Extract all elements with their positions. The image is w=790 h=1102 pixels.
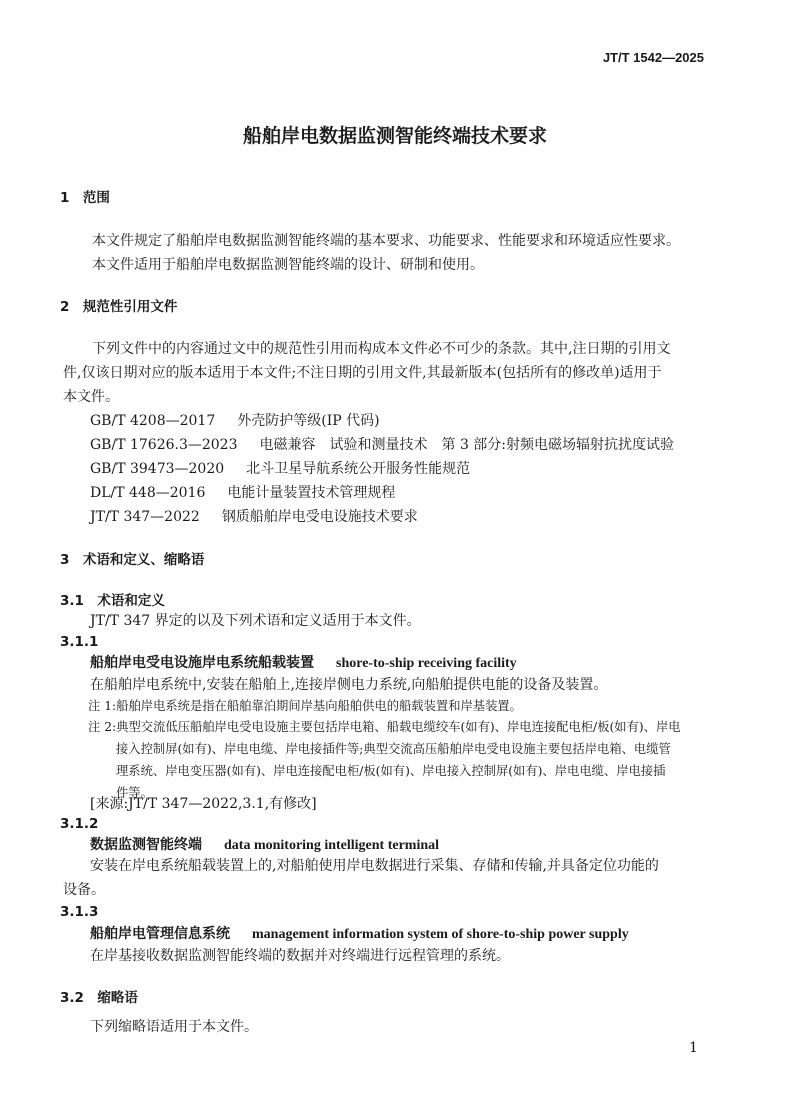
reference-item (90, 484, 395, 502)
reference-item (90, 460, 470, 478)
subsection-heading: 3.1 术语和定义 (60, 593, 165, 609)
paragraph-line: 本文件适用于船舶岸电数据监测智能终端的设计、研制和使用。 (92, 257, 484, 273)
subsection-heading: 3.2 缩略语 (60, 990, 138, 1006)
term-heading (90, 925, 629, 944)
reference-code: DL/T 448—2016 (90, 485, 206, 501)
reference-code: JT/T 347—2022 (90, 509, 200, 525)
reference-item (90, 436, 674, 454)
reference-code: GB/T 4208—2017 (90, 413, 216, 429)
term-english: data monitoring intelligent terminal (224, 838, 440, 853)
reference-code: GB/T 17626.3—2023 (90, 437, 238, 453)
paragraph-line: 本文件。 (63, 389, 119, 405)
term-number: 3.1.2 (60, 816, 99, 832)
paragraph-line: 本文件规定了船舶岸电数据监测智能终端的基本要求、功能要求、性能要求和环境适应性要求。 (92, 233, 680, 249)
note: 件等。 (116, 786, 153, 800)
reference-title: 电能计量装置技术管理规程 (227, 485, 396, 501)
term-number: 3.1.1 (60, 634, 99, 650)
term-english: shore-to-ship receiving facility (336, 656, 517, 671)
note: 理系统、岸电变压器(如有)、岸电连接配电柜/板(如有)、岸电接入控制屏(如有)、岸电电缆、岸电接插 (116, 764, 666, 778)
paragraph-line: 件,仅该日期对应的版本适用于本文件;不注日期的引用文件,其最新版本(包括所有的修改单)适用于 (63, 365, 662, 381)
term-chinese: 船舶岸电管理信息系统 (90, 926, 230, 942)
reference-item (90, 508, 418, 526)
term-heading (90, 654, 517, 673)
term-english: management information system of shore-to-ship power supply (252, 927, 629, 942)
paragraph-line: 下列文件中的内容通过文中的规范性引用而构成本文件必不可少的条款。其中,注日期的引用文 (92, 341, 671, 357)
reference-title: 电磁兼容 试验和测量技术 第 3 部分:射频电磁场辐射抗扰度试验 (259, 437, 675, 453)
reference-title: 钢质船舶岸电受电设施技术要求 (221, 509, 418, 525)
note: 注 2:典型交流低压船舶岸电受电设施主要包括岸电箱、船载电缆绞车(如有)、岸电连接配电柜/板(如有)、岸电 (88, 720, 681, 734)
term-definition: 设备。 (63, 882, 105, 898)
term-heading (90, 836, 439, 855)
term-definition: 在船舶岸电系统中,安装在船舶上,连接岸侧电力系统,向船舶提供电能的设备及装置。 (90, 677, 608, 693)
term-number: 3.1.3 (60, 904, 99, 920)
reference-title: 外壳防护等级(IP 代码) (237, 413, 380, 429)
reference-code: GB/T 39473—2020 (90, 461, 225, 477)
paragraph-line: JT/T 347 界定的以及下列术语和定义适用于本文件。 (90, 613, 421, 629)
section-heading: 3 术语和定义、缩略语 (60, 552, 205, 568)
term-chinese: 数据监测智能终端 (90, 837, 202, 853)
page-number: 1 (689, 1040, 698, 1056)
document-title: 船舶岸电数据监测智能终端技术要求 (242, 125, 547, 147)
reference-item (90, 412, 380, 430)
document-number: JT/T 1542—2025 (602, 50, 704, 65)
note: 注 1:船舶岸电系统是指在船舶靠泊期间岸基向船舶供电的船载装置和岸基装置。 (88, 699, 522, 713)
term-definition: 在岸基接收数据监测智能终端的数据并对终端进行远程管理的系统。 (90, 948, 510, 964)
term-chinese: 船舶岸电受电设施岸电系统船载装置 (90, 655, 314, 671)
section-heading: 2 规范性引用文件 (60, 299, 178, 315)
term-definition: 安装在岸电系统船载装置上的,对船舶使用岸电数据进行采集、存储和传输,并具备定位功能的 (90, 858, 659, 874)
section-heading: 1 范围 (60, 190, 110, 206)
reference-title: 北斗卫星导航系统公开服务性能规范 (246, 461, 471, 477)
paragraph-line: 下列缩略语适用于本文件。 (90, 1019, 258, 1035)
note: 接入控制屏(如有)、岸电电缆、岸电接插件等;典型交流高压船舶岸电受电设施主要包括岸电箱、电缆管 (116, 742, 671, 756)
source-citation: [来源:JT/T 347—2022,3.1,有修改] (90, 796, 317, 812)
